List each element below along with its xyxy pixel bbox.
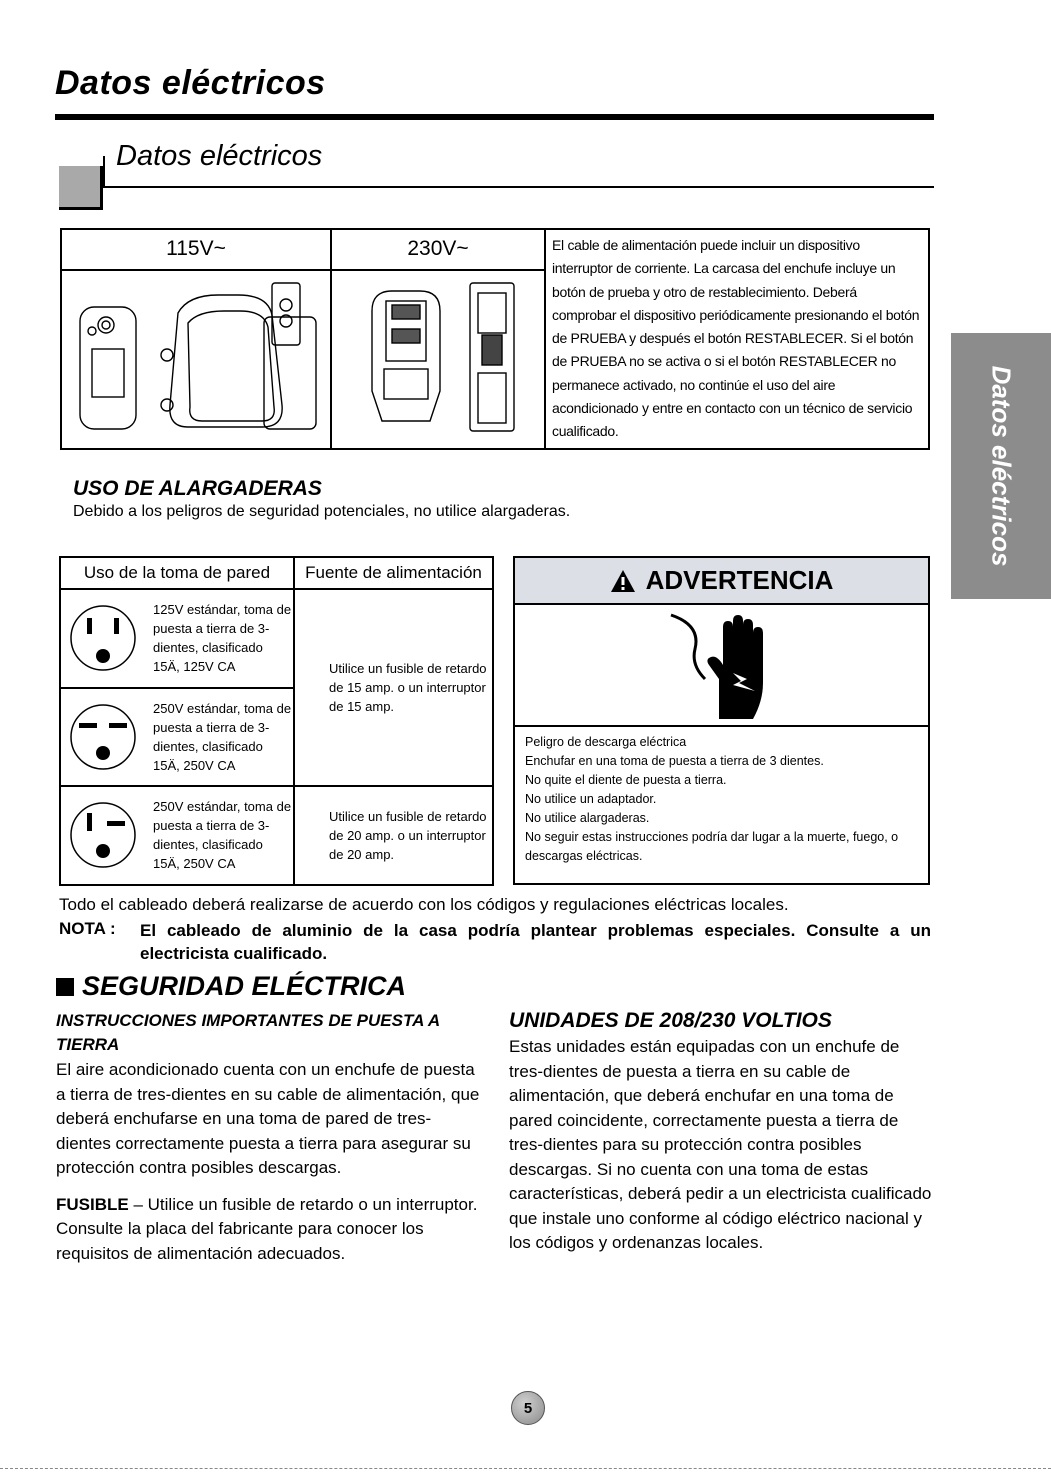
col-115v: 115V~ xyxy=(61,229,331,270)
outlet-row-2-text: 250V estándar, toma de puesta a tierra de 3-dientes, clasificado 15Ä, 250V CA xyxy=(153,700,292,773)
outlet-250v-15a-icon xyxy=(69,703,137,771)
outlet-row-2 xyxy=(60,688,294,787)
warning-text xyxy=(515,727,928,872)
electric-shock-hand-icon xyxy=(663,611,783,721)
extension-text: Debido a los peligros de seguridad potenciales, no utilice alargaderas. xyxy=(73,503,571,520)
warning-box xyxy=(513,556,930,885)
outlet-row-1-text: 125V estándar, toma de puesta a tierra de 3-dientes, clasificado 15Ä, 125V CA xyxy=(153,602,292,675)
section-divider xyxy=(103,156,105,188)
outlet-250v-20a-icon xyxy=(69,801,137,869)
fuse-paragraph xyxy=(56,1193,480,1267)
nota-text: El cableado de aluminio de la casa podría plantear problemas especiales. Consulte a un electricista cualificado. xyxy=(140,921,931,963)
plugs-230v-illustration xyxy=(331,270,545,449)
power-header: Fuente de alimentación xyxy=(294,557,493,589)
page-number: 5 xyxy=(511,1391,545,1425)
section-title: Datos eléctricos xyxy=(116,140,323,172)
shock-hazard-image xyxy=(515,605,928,727)
grounding-column xyxy=(56,1009,480,1266)
side-tab xyxy=(951,333,1051,599)
grounding-text: El aire acondicionado cuenta con un enchufe de puesta a tierra de tres-dientes en su cable de alimentación, que deberá enchufarse en una toma de pared de tres-dientes correctamente puesta a tierra para asegurar su protección contra posibles descargas. xyxy=(56,1060,480,1177)
warning-line: Peligro de descarga eléctrica xyxy=(525,735,687,749)
gfci-note: El cable de alimentación puede incluir un dispositivo interruptor de corriente. La carcasa del enchufe incluye un botón de prueba y otro de restablecimiento. Deberá comprobar el dispositivo periódicamente presionando el botón de PRUEBA y después el botón RESTABLECER. Si el botón de PRUEBA no se activa o si el botón RESTABLECER no permanece activado, no continúe el uso del aire acondicionado y entre en contacto con un técnico de servicio cualificado. xyxy=(545,229,929,449)
page-title: Datos eléctricos xyxy=(55,64,326,102)
col-230v: 230V~ xyxy=(331,229,545,270)
warning-line: No seguir estas instrucciones podría dar lugar a la muerte, fuego, o descargas eléctricas. xyxy=(525,830,899,863)
title-rule xyxy=(55,114,934,120)
outlet-header: Uso de la toma de pared xyxy=(60,557,294,589)
power-15a: Utilice un fusible de retardo de 15 amp. o un interruptor de 15 amp. xyxy=(294,589,493,786)
warning-icon xyxy=(610,569,636,593)
warning-line: Enchufar en una toma de puesta a tierra de 3 dientes. xyxy=(525,754,824,768)
section-marker xyxy=(59,166,103,210)
section-rule xyxy=(103,186,934,188)
gfci-table xyxy=(60,228,930,450)
warning-title: ADVERTENCIA xyxy=(645,565,834,595)
safety-title xyxy=(56,971,406,1002)
fuse-label: FUSIBLE xyxy=(56,1194,129,1214)
warning-line: No utilice alargaderas. xyxy=(525,811,650,825)
outlet-125v-icon xyxy=(69,604,137,672)
outlet-row-3 xyxy=(60,786,294,885)
page-edge-dashed-line xyxy=(0,1468,1051,1469)
warning-header xyxy=(515,558,928,605)
units-text: Estas unidades están equipadas con un enchufe de tres-dientes de puesta a tierra en su cable de alimentación, que deberá enchufar en una toma de pared coincidente, correctamente puesta a tierra de tres-dientes para su protección contra posibles descargas. Si no cuenta con una toma de estas características, deberá pedir a un electricista cualificado que instale uno conforme al código eléctrico nacional y los códigos y ordenanzas locales. xyxy=(509,1037,932,1252)
plug-230v-icon xyxy=(332,273,544,441)
safety-title-text: SEGURIDAD ELÉCTRICA xyxy=(82,971,407,1001)
units-column xyxy=(509,1009,933,1256)
plugs-115v-illustration xyxy=(61,270,331,449)
wiring-note: Todo el cableado deberá realizarse de acuerdo con los códigos y regulaciones eléctricas locales. xyxy=(59,895,789,914)
nota-label: NOTA : xyxy=(59,919,116,938)
plug-115v-icon xyxy=(62,273,330,441)
extension-heading: USO DE ALARGADERAS xyxy=(73,477,322,500)
warning-line: No utilice un adaptador. xyxy=(525,792,657,806)
side-tab-label: Datos eléctricos xyxy=(986,365,1017,567)
outlet-row-1 xyxy=(60,589,294,688)
units-heading: UNIDADES DE 208/230 VOLTIOS xyxy=(509,1009,832,1032)
warning-line: No quite el diente de puesta a tierra. xyxy=(525,773,727,787)
grounding-heading: INSTRUCCIONES IMPORTANTES DE PUESTA A TIERRA xyxy=(56,1011,440,1054)
outlet-table xyxy=(59,556,494,886)
square-bullet-icon xyxy=(56,978,74,996)
outlet-row-3-text: 250V estándar, toma de puesta a tierra de 3-dientes, clasificado 15Ä, 250V CA xyxy=(153,799,292,872)
power-20a: Utilice un fusible de retardo de 20 amp. o un interruptor de 20 amp. xyxy=(294,786,493,885)
fuse-text: – Utilice un fusible de retardo o un interruptor. Consulte la placa del fabricante para conocer los requisitos de alimentación adecuados. xyxy=(56,1194,478,1263)
